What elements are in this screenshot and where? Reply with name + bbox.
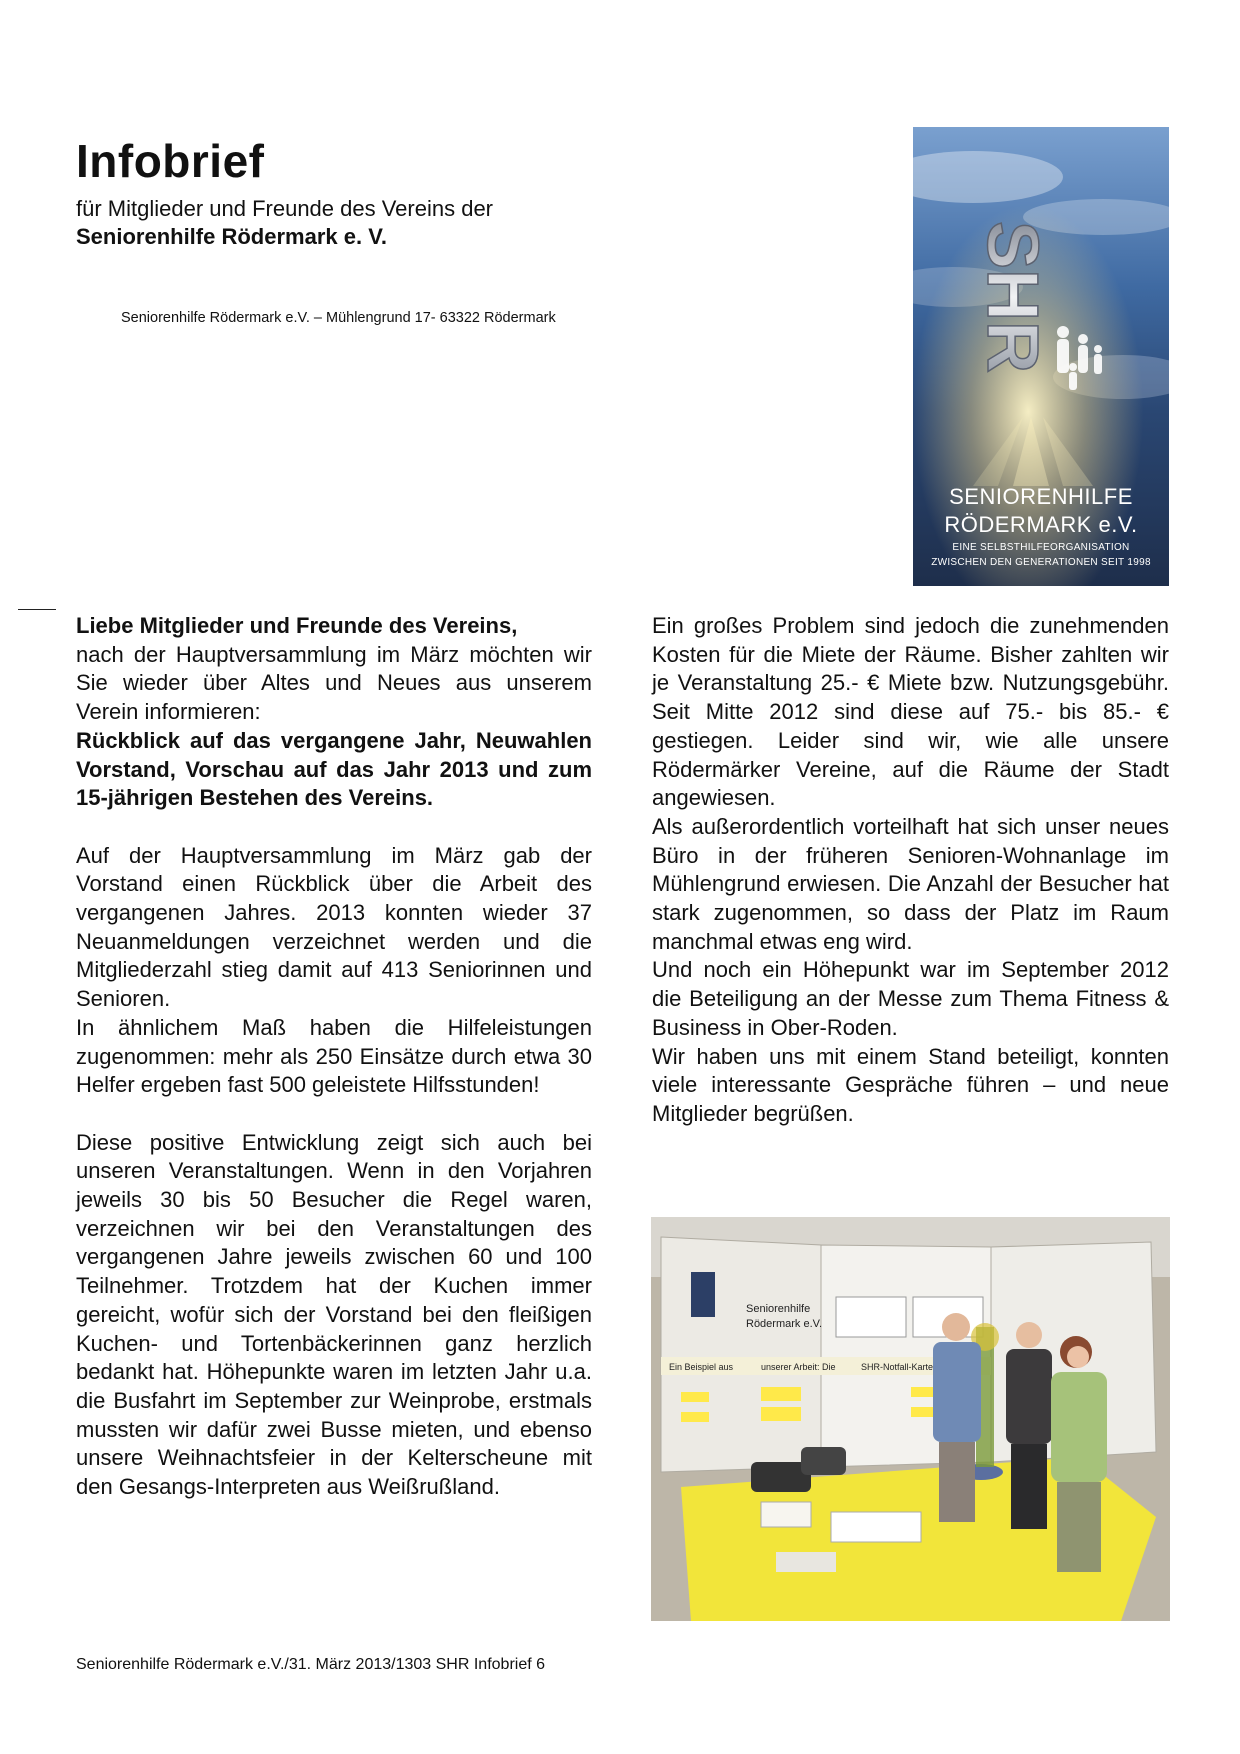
help-paragraph: In ähnlichem Maß haben die Hilfeleistungen zugenommen: mehr als 250 Einsätze durch etwa 30 Helfer ergeben fast 500 geleistete Hilfsstunden! [76,1014,592,1098]
small-poster [691,1272,715,1317]
right-column [652,612,1169,1129]
costs-paragraph: Ein großes Problem sind jedoch die zunehmenden Kosten für die Miete der Räume. Bisher zahlten wir je Veranstaltung 25.- € Miete bzw. Nutzungsgebühr. Seit Mitte 2012 sind diese auf 75.- bis 85.- € gestiegen. Leider sind wir, wie alle unsere Rödermärker Vereine, auf die Räume der Stadt angewiesen. [652,613,1169,811]
office-paragraph: Als außerordentlich vorteilhaft hat sich unser neues Büro in der früheren Senioren-Wohnanlage im Mühlengrund erwiesen. Die Anzahl der Besucher hat stark zugenommen, so dass der Platz im Raum manchmal etwas eng wird. [652,813,1169,954]
logo-letters: SHR [972,220,1052,374]
board-strip-2: unserer Arbeit: Die [761,1362,836,1372]
board-strip-3: SHR-Notfall-Karte [861,1362,934,1372]
shr-logo [913,127,1169,586]
paragraph-gap [76,813,592,842]
paragraph-gap [76,1100,592,1129]
review-paragraph: Auf der Hauptversammlung im März gab der Vorstand einen Rückblick über die Arbeit des vergangenen Jahres. 2013 konnten wieder 37 Neuanmeldungen verzeichnet werden und die Mitgliederzahl stieg damit auf 413 Seniorinnen und Senioren. [76,842,592,1012]
logo-text-line-1: SENIORENHILFE [949,484,1133,509]
sender-address: Seniorenhilfe Rödermark e.V. – Mühlengrund 17- 63322 Rödermark [121,310,556,326]
page-footer: Seniorenhilfe Rödermark e.V./31. März 2013/1303 SHR Infobrief 6 [76,1656,546,1673]
stand-paragraph: Wir haben uns mit einem Stand beteiligt, konnten viele interessante Gespräche führen – und neue Mitglieder begrüßen. [652,1043,1169,1126]
topics-paragraph: Rückblick auf das vergangene Jahr, Neuwahlen Vorstand, Vorschau auf das Jahr 2013 und zum 15-jährigen Bestehen des Vereins. [76,727,592,811]
left-column [76,612,592,1502]
page-subtitle: für Mitglieder und Freunde des Vereins der [76,196,494,221]
fair-stand-photo [651,1217,1170,1621]
fair-paragraph: Und noch ein Höhepunkt war im September 2012 die Beteiligung an der Messe zum Thema Fitness & Business in Ober-Roden. [652,957,1169,1040]
events-paragraph: Diese positive Entwicklung zeigt sich auch bei unseren Veranstaltungen. Wenn in den Vorjahren jeweils 30 bis 50 Besucher die Regel waren, verzeichnen wir bei den Veranstaltungen des vergangenen Jahre jeweils zwischen 60 und 100 Teilnehmer. Trotzdem hat der Kuchen immer gereicht, wofür sich der Vorstand bei den fleißigen Kuchen- und Tortenbäckerinnen ganz herzlich bedankt hat. Höhepunkte waren im letzten Jahr u.a. die Busfahrt im September zur Weinprobe, erstmals mussten wir dafür zwei Busse mieten, und ebenso unsere Weihnachtsfeier in der Kelterscheune mit den Gesangs-Interpreten aus Weißrußland. [76,1129,592,1500]
logo-text-line-2: RÖDERMARK e.V. [944,512,1138,537]
page-title: Infobrief [76,135,265,187]
organization-name: Seniorenhilfe Rödermark e. V. [76,224,387,249]
greeting: Liebe Mitglieder und Freunde des Vereins, [76,613,518,638]
intro-paragraph: nach der Hauptversammlung im März möchten wir Sie wieder über Altes und Neues aus unserem Verein informieren: [76,641,592,725]
fold-mark [18,609,56,610]
logo-text-line-4: ZWISCHEN DEN GENERATIONEN SEIT 1998 [931,557,1151,568]
board-title-1: Seniorenhilfe [746,1303,811,1315]
photo-scene [651,1217,1170,1621]
board-strip-1: Ein Beispiel aus [669,1362,734,1372]
logo-text-line-3: EINE SELBSTHILFEORGANISATION [952,542,1130,553]
board-title-2: Rödermark e.V. [746,1318,823,1330]
